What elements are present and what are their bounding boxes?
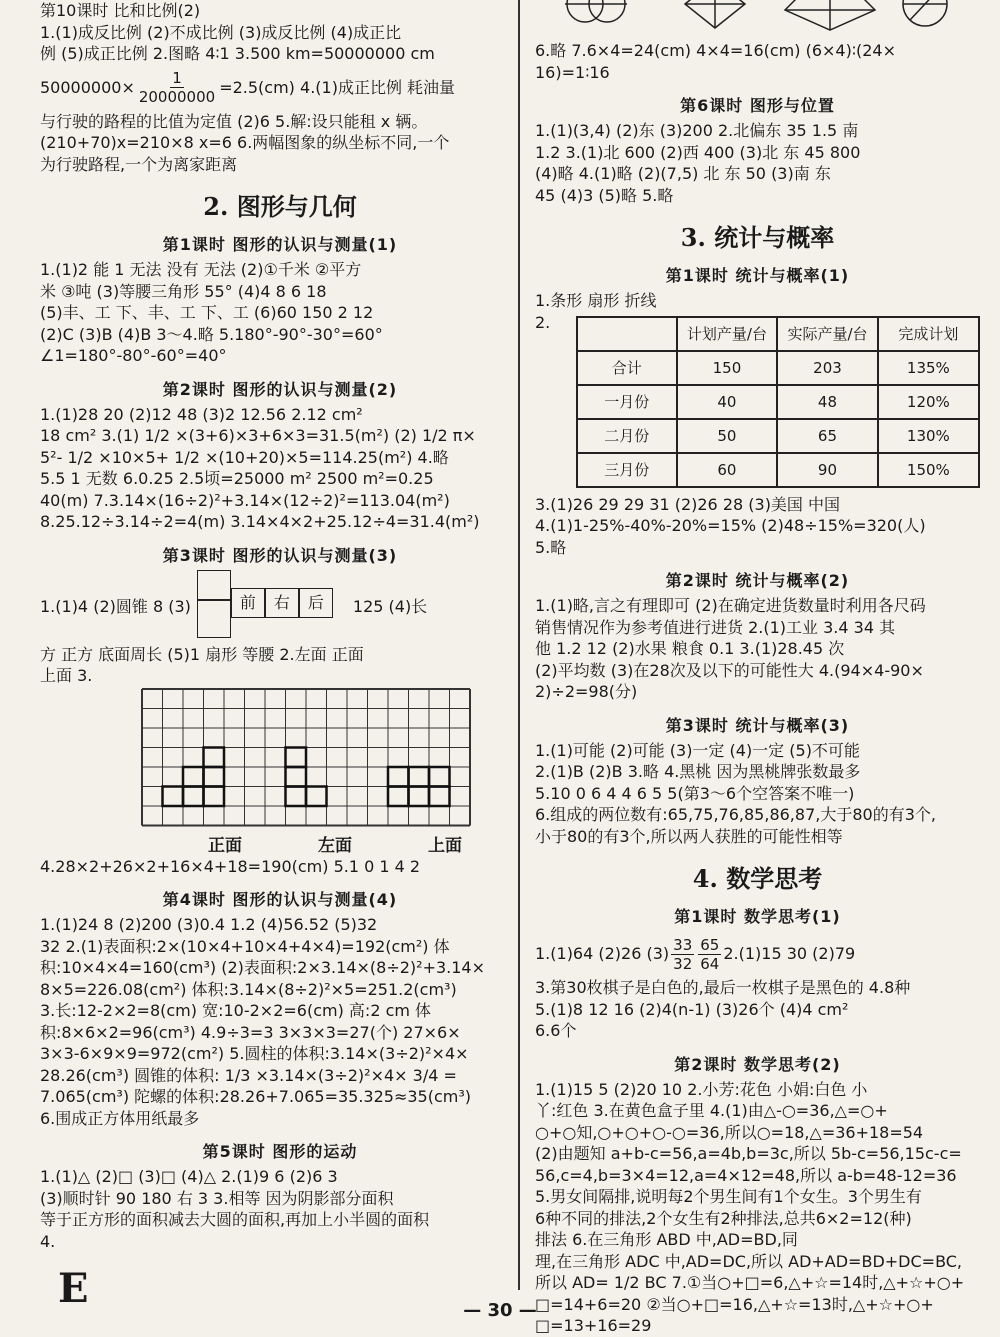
answer-line: 米 ③吨 (3)等腰三角形 55° (4)4 8 6 18 <box>40 281 327 301</box>
frac-post: =2.5(cm) 4.(1)成正比例 耗油量 <box>219 77 456 97</box>
answer-line: (210+70)x=210×8 x=6 6.两幅图象的纵坐标不同,一个 <box>40 133 450 152</box>
answer-line: 16)=1∶16 <box>535 62 610 82</box>
answer-line: ∠1=180°-80°-60°=40° <box>40 346 227 365</box>
page-number: — 30 — <box>463 1300 537 1321</box>
right-column <box>535 0 980 1337</box>
table-cell: 完成计划 <box>878 317 979 351</box>
answer-line: 6种不同的排法,2个女生有2种排法,总共6×2=12(种) <box>535 1208 912 1228</box>
table-cell <box>577 317 677 351</box>
answer-line: 6.6个 <box>535 1021 577 1040</box>
lesson-title: 第2课时 统计与概率(2) <box>665 571 850 590</box>
view-labels <box>170 831 520 856</box>
answer-line: 56,c=4,b=3×4=12,a=4×12=48,所以 a-b=48-12=36 <box>535 1165 957 1185</box>
answer-line: 5.男女间隔排,说明每2个男生间有1个女生。3个男生有 <box>535 1187 922 1206</box>
view-cell <box>429 767 450 787</box>
table-cell: 150% <box>878 453 979 487</box>
answer-line: 28.26(cm³) 圆锥的体积: 1/3 ×3.14×(3÷2)²×4× 3/4 = <box>40 1065 457 1085</box>
answer-line: 7.065(cm³) 陀螺的体积:28.26+7.065=35.325≈35(cm³) <box>40 1087 472 1106</box>
lesson-title: 第1课时 图形的认识与测量(1) <box>162 235 398 254</box>
answer-line: 销售情况作为参考值进行进货 2.(1)工业 3.4 34 其 <box>535 617 896 637</box>
table-cell: 60 <box>677 453 778 487</box>
answer-line: 排法 6.在三角形 ABD 中,AD=BD,同 <box>535 1230 798 1249</box>
section-title-thinking: 4. 数学思考 <box>692 864 823 893</box>
answer-line: 积:8×6×2=96(cm³) 4.9÷3=3 3×3×3=27(个) 27×6× <box>40 1022 461 1042</box>
table-cell: 三月份 <box>577 453 677 487</box>
answer-line: 1.(1)2 能 1 无法 没有 无法 (2)①千米 ②平方 <box>40 260 362 279</box>
net-cell-front: 前 <box>231 588 265 618</box>
answer-line: 4.(1)1-25%-40%-20%=15% (2)48÷15%=320(人) <box>535 516 926 535</box>
answer-line: (4)略 4.(1)略 (2)(7,5) 北 东 50 (3)南 东 <box>535 164 831 183</box>
view-label-top: 上面 <box>428 835 462 856</box>
table-cell: 130% <box>878 419 979 453</box>
section-title-geometry: 2. 图形与几何 <box>203 192 357 221</box>
view-cell <box>388 786 409 806</box>
answer-line: 小于80的有3个,所以两人获胜的可能性相等 <box>535 826 843 846</box>
fraction-line <box>535 931 980 977</box>
answer-line: 5.10 0 6 4 4 6 5 5(第3～6个空答案不唯一) <box>535 783 855 803</box>
answer-line: 1.(1)24 8 (2)200 (3)0.4 1.2 (4)56.52 (5)32 <box>40 915 378 934</box>
table-cell: 48 <box>777 385 878 419</box>
net-row <box>40 570 520 644</box>
view-cell <box>429 786 450 806</box>
fraction: $\frac{1}{20000000}$ <box>138 69 216 106</box>
answer-line: 2)÷2=98(分) <box>535 682 638 701</box>
table-row <box>577 419 979 453</box>
view-cell <box>286 747 307 767</box>
table-cell: 计划产量/台 <box>677 317 778 351</box>
answer-line: 1.(1)15 5 (2)20 10 2.小芳:花色 小娟:白色 小 <box>535 1079 868 1099</box>
view-label-left: 左面 <box>318 835 352 856</box>
answer-line: 32 2.(1)表面积:2×(10×4+10×4+4×4)=192(cm²) 体 <box>40 936 450 956</box>
table-row <box>577 385 979 419</box>
answer-line: 为行驶路程,一个为离家距离 <box>40 154 238 174</box>
answer-line: 与行驶的路程的比值为定值 (2)6 5.解:设只能租 x 辆。 <box>40 111 428 131</box>
view-cell <box>409 786 430 806</box>
view-cell <box>183 767 204 787</box>
answer-line: 第10课时 比和比例(2) <box>40 1 201 20</box>
answer-line: 8×5=226.08(cm²) 体积:3.14×(8÷2)²×5=251.2(cm³) <box>40 979 457 999</box>
answer-line: 1.(1)△ (2)□ (3)□ (4)△ 2.(1)9 6 (2)6 3 <box>40 1167 338 1186</box>
line-text: 125 (4)长 <box>352 596 428 616</box>
left-column <box>40 0 520 1252</box>
line-text: 1.(1)4 (2)圆锥 8 (3) <box>40 596 191 616</box>
table-cell: 50 <box>677 419 778 453</box>
lesson-title: 第2课时 数学思考(2) <box>674 1054 841 1074</box>
answer-line: 1.(1)28 20 (2)12 48 (3)2 12.56 2.12 cm² <box>40 404 363 424</box>
line-text: 1.(1)64 (2)26 (3) <box>535 944 670 963</box>
lesson-title: 第3课时 统计与概率(3) <box>665 715 850 735</box>
symmetric-figures <box>555 0 980 40</box>
table-cell: 40 <box>677 385 778 419</box>
answer-line: (5)丰、工 下、丰、工 下、工 (6)60 150 2 12 <box>40 303 374 322</box>
answer-line: 6.略 7.6×4=24(cm) 4×4=16(cm) (6×4)∶(24× <box>535 41 897 60</box>
answer-line: 积:10×4×4=160(cm³) (2)表面积:2×3.14×(8÷2)²+3.14× <box>40 958 486 977</box>
net-cell-back: 后 <box>299 588 333 618</box>
answer-line: 他 1.2 12 (2)水果 粮食 0.1 3.(1)28.45 次 <box>535 639 845 658</box>
answer-line: (2)由题知 a+b-c=56,a=4b,b=3c,所以 5b-c=56,15c-c= <box>535 1144 962 1163</box>
production-table <box>576 316 980 488</box>
answer-line: 理,在三角形 ADC 中,AD=DC,所以 AD+AD=BD+DC=BC, <box>535 1251 963 1271</box>
line-text: 2.(1)15 30 (2)79 <box>723 944 856 963</box>
answer-line: 6.组成的两位数有:65,75,76,85,86,87,大于80的有3个, <box>535 805 936 824</box>
table-cell: 实际产量/台 <box>777 317 878 351</box>
answer-line: 1.(1)(3,4) (2)东 (3)200 2.北偏东 35 1.5 南 <box>535 121 859 140</box>
table-row <box>577 317 979 351</box>
fraction-line <box>40 65 520 111</box>
view-cell <box>388 767 409 787</box>
fraction: 65 64 <box>700 935 720 973</box>
answer-line: 3.长:12-2×2=8(cm) 宽:10-2×2=6(cm) 高:2 cm 体 <box>40 1001 432 1020</box>
answer-line: 2.(1)B (2)B 3.略 4.黑桃 因为黑桃牌张数最多 <box>535 762 861 781</box>
answer-line: 6.围成正方体用纸最多 <box>40 1108 200 1128</box>
answer-line: 方 正方 底面周长 (5)1 扇形 等腰 2.左面 正面 <box>40 644 364 664</box>
lesson-title: 第4课时 图形的认识与测量(4) <box>162 890 398 909</box>
answer-line: 3×3-6×9×9=972(cm²) 5.圆柱的体积:3.14×(3÷2)²×4× <box>40 1044 469 1063</box>
answer-line: 5.(1)8 12 16 (2)4(n-1) (3)26个 (4)4 cm² <box>535 999 849 1019</box>
view-cell <box>286 786 307 806</box>
answer-line: 45 (4)3 (5)略 5.略 <box>535 185 674 205</box>
answer-line: 8.25.12÷3.14÷2=4(m) 3.14×4×2+25.12÷4=31.4(m²) <box>40 512 480 531</box>
table-cell: 150 <box>677 351 778 385</box>
answer-line: 5.略 <box>535 537 567 557</box>
production-table-block <box>535 312 980 494</box>
answer-line: 5.5 1 无数 6.0.25 2.5顷=25000 m² 2500 m²=0.25 <box>40 469 434 488</box>
view-cell <box>286 767 307 787</box>
cube-net-diagram <box>197 570 347 640</box>
view-cell <box>183 786 204 806</box>
answer-line: 所以 AD= 1/2 BC 7.①当○+□=6,△+☆=14时,△+☆+○+ <box>535 1273 965 1292</box>
lesson-title: 第6课时 图形与位置 <box>680 96 835 115</box>
fraction: 33 32 <box>673 935 693 973</box>
lesson-title: 第1课时 统计与概率(1) <box>665 266 850 285</box>
view-cell <box>204 747 225 767</box>
lesson-title: 第5课时 图形的运动 <box>202 1142 358 1161</box>
view-cell <box>204 767 225 787</box>
net-cell <box>197 600 231 638</box>
table-cell: 120% <box>878 385 979 419</box>
view-cell <box>306 786 327 806</box>
answer-line: 5²- 1/2 ×10×5+ 1/2 ×(10+20)×5=114.25(m²) 4.略 <box>40 447 449 467</box>
view-cell <box>204 786 225 806</box>
lesson-title: 第2课时 图形的认识与测量(2) <box>162 379 398 399</box>
answer-line: 等于正方形的面积减去大圆的面积,再加上小半圆的面积 <box>40 1210 430 1229</box>
table-cell: 135% <box>878 351 979 385</box>
section-title-statistics: 3. 统计与概率 <box>680 223 835 252</box>
table-cell: 90 <box>777 453 878 487</box>
answer-line: (2)C (3)B (4)B 3～4.略 5.180°-90°-30°=60° <box>40 324 383 344</box>
item-number: 2. <box>535 312 550 332</box>
answer-line: (3)顺时针 90 180 右 3 3.相等 因为阴影部分面积 <box>40 1188 394 1208</box>
answer-line: 40(m) 7.3.14×(16÷2)²+3.14×(12÷2)²=113.04(m²) <box>40 490 450 510</box>
answer-line: 1.(1)略,言之有理即可 (2)在确定进货数量时利用各尺码 <box>535 596 926 615</box>
net-cell <box>197 570 231 600</box>
answer-line: □=14+6=20 ②当○+□=16,△+☆=13时,△+☆+○+ <box>535 1294 934 1314</box>
answer-line: 丫:红色 3.在黄色盒子里 4.(1)由△-○=36,△=○+ <box>535 1101 888 1120</box>
view-cell <box>409 767 430 787</box>
answer-line: 18 cm² 3.(1) 1/2 ×(3+6)×3+6×3=31.5(m²) (2) 1/2 π× <box>40 426 476 445</box>
table-row <box>577 351 979 385</box>
three-view-grid <box>140 687 520 831</box>
frac-pre: 50000000× <box>40 77 135 97</box>
table-cell: 二月份 <box>577 419 677 453</box>
view-label-front: 正面 <box>208 835 242 856</box>
line-text: 1.条形 扇形 折线 <box>535 291 657 310</box>
table-cell: 一月份 <box>577 385 677 419</box>
answer-line: 上面 3. <box>40 666 93 685</box>
answer-line: 4. <box>40 1231 56 1251</box>
answer-line: 3.(1)26 29 29 31 (2)26 28 (3)美国 中国 <box>535 494 841 514</box>
lesson-title: 第1课时 数学思考(1) <box>674 907 841 926</box>
table-cell: 合计 <box>577 351 677 385</box>
answer-line: ○+○知,○+○+○-○=36,所以○=18,△=36+18=54 <box>535 1122 924 1142</box>
table-row <box>577 453 979 487</box>
answer-line: 1.(1)成反比例 (2)不成比例 (3)成反比例 (4)成正比 <box>40 22 402 42</box>
pattern-figures-icon <box>555 0 955 40</box>
answer-line: 1.(1)可能 (2)可能 (3)一定 (4)一定 (5)不可能 <box>535 740 860 760</box>
net-cell-right: 右 <box>265 588 299 618</box>
publisher-logo: E <box>58 1265 89 1312</box>
answer-line: □=13+16=29 <box>535 1316 652 1335</box>
answer-line: 3.第30枚棋子是白色的,最后一枚棋子是黑色的 4.8种 <box>535 978 911 997</box>
table-cell: 203 <box>777 351 878 385</box>
answer-line: (2)平均数 (3)在28次及以下的可能性大 4.(94×4-90× <box>535 660 924 680</box>
line-text: 4.28×2+26×2+16×4+18=190(cm) 5.1 0 1 4 2 <box>40 856 421 876</box>
answer-line: 1.2 3.(1)北 600 (2)西 400 (3)北 东 45 800 <box>535 142 861 162</box>
lesson-title: 第3课时 图形的认识与测量(3) <box>162 545 398 565</box>
view-cell <box>163 786 184 806</box>
answer-line: 例 (5)成正比例 2.图略 4∶1 3.500 km=50000000 cm <box>40 44 435 63</box>
table-cell: 65 <box>777 419 878 453</box>
